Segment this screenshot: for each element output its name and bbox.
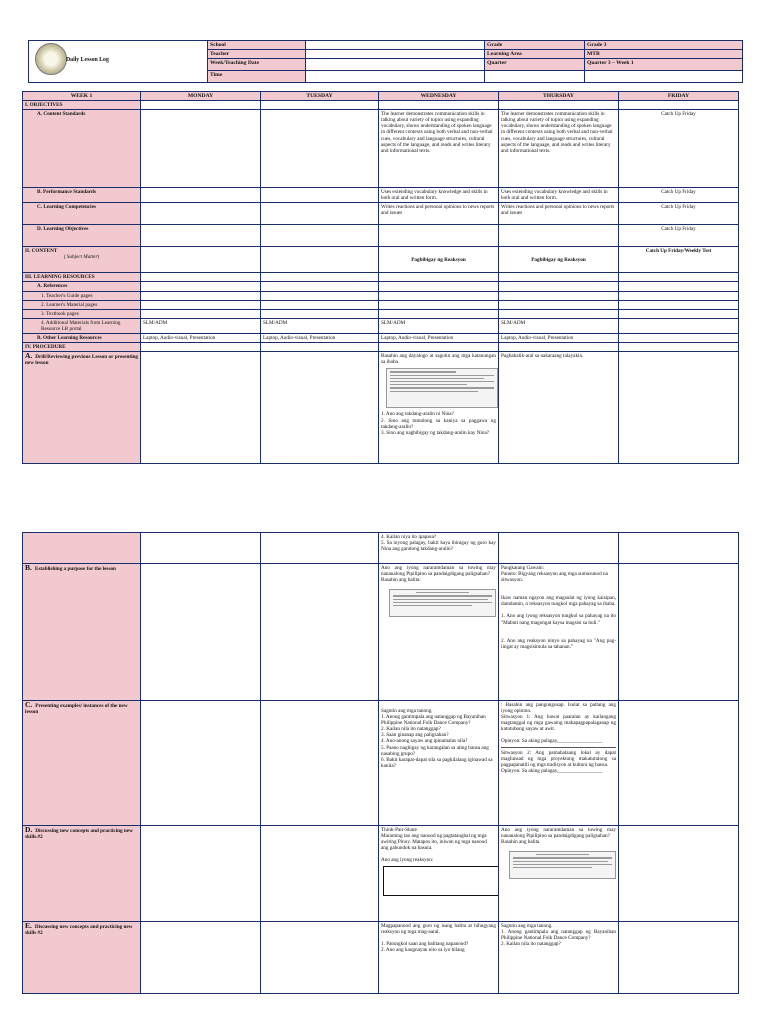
fri-catch-up: Catch Up Friday: [619, 188, 739, 203]
procedure-e-label: E. Discussing new concepts and practicing new skills #2: [23, 922, 141, 994]
content-standards-label: A. Content Standards: [23, 110, 141, 188]
monday-header: MONDAY: [141, 92, 261, 101]
wed-slm: SLM/ADM: [379, 318, 499, 333]
tuesday-header: TUESDAY: [261, 92, 379, 101]
thu-drill-cell: Pagbabalik-aral sa nakaraang talayakin.: [499, 352, 619, 464]
wed-drill-continued: 4. Kailan niya ito ipapasa? 5. Sa inyong palagay, bakit kaya ibinigay ng guro kay Nina ang ganitong takdang-aralin?: [379, 533, 499, 564]
fri-catch-up: Catch Up Friday: [619, 225, 739, 247]
school-value[interactable]: [306, 41, 485, 50]
lesson-log-table-page2: [22, 532, 739, 994]
thu-purpose-cell: Pangkatang Gawain: Panuto: Bigyang reksasyon ang mga sumusunod na sitwasyon. Ikaw naman ngayon ang magsulat ng iyong kaisipan, damdamin, o reksasyon tungkol mga pahayag sa ibaba. 1. Ano ang iyong reksasyon tungkol sa pahayag na ito "Mabuti nang magongat kaysa magsisi sa huli." 2. Ano ang reaksyon ninyo sa pahayag na "Ang pag-iingat ay magsisimula sa tahanan.": [499, 564, 619, 701]
dialogue-image: [386, 368, 498, 408]
tg-pages-label: 1. Teacher's Guide pages: [23, 291, 141, 300]
tue-other: Laptop, Audio-visual, Presentation: [261, 334, 379, 343]
learning-area-value: MTB: [585, 50, 743, 59]
wed-content-standards: The learner demonstrates communication skills in talking about variety of topics using expanding vocabulary, shows understanding of spoken language in different contexts using both verbal and non-verbal cues, vocabulary and language structures, cultural aspects of the language, and reads and writes literary and informational texts.: [379, 110, 499, 188]
wed-purpose-cell: Ano ang iyong nararamdaman sa tuwing may nananalong Pipilipino sa pandaigdigang paligsahan? Basahin ang balita:: [379, 564, 499, 701]
wed-discussing2-cell: Magpapanood ang guro ng isang balita at hihngyang reaksyon ng mga mag-aaral. 1. Patungkol saan ang balitang napanood? 2. Ano ang kaugnayan nito sa iyo bilang: [379, 922, 499, 994]
friday-header: FRIDAY: [619, 92, 739, 101]
wed-learning-competencies: Writes reactions and personal opinions to news reports and issues: [379, 203, 499, 225]
tuesday-cell[interactable]: [261, 110, 379, 188]
additional-materials-label: 4. Additional Materials from Learning Resource LR portal: [23, 318, 141, 333]
wed-examples-cell: Sagutin ang mga tanong. 1. Anong gantimpala ang natanggap ng Bayanihan Philippine National Folk Dance Company? 2. Kailan nila ito natanggap? 3. Saan ginanap ang paligsahan? 4. Ano-anong sayaw ang ipinamalas nila? 5. Paano naghigay ng karangalan sa ating bansa ang nasabing grupo? 6. Bakit karapat-dapat sila sa pagkilalang iginawad sa kanila?: [379, 701, 499, 826]
tue-slm: SLM/ADM: [261, 318, 379, 333]
mon-other: Laptop, Audio-visual, Presentation: [141, 334, 261, 343]
procedure-b-label: B. Establishing a purpose for the lesson: [23, 564, 141, 701]
monday-cell[interactable]: [141, 110, 261, 188]
school-label: School: [208, 41, 306, 50]
performance-standards-label: B. Performance Standards: [23, 188, 141, 203]
document-title: Daily Lesson Log: [66, 57, 109, 63]
other-resources-label: B. Other Learning Resources: [23, 334, 141, 343]
fri-catch-up: Catch Up Friday: [619, 110, 739, 188]
wed-other: Laptop, Audio-visual, Presentation: [379, 334, 499, 343]
thu-learning-competencies: Writes reactions and personal opinions to news reports and issues: [499, 203, 619, 225]
fri-content: Catch Up Friday/Weekly Test: [619, 247, 739, 273]
thu-performance-standards: Uses extending vocabulary knowledge and skills in both oral and written form.: [499, 188, 619, 203]
objectives-heading: I. OBJECTIVES: [23, 101, 141, 110]
content-subheading: ( Subject Matter): [63, 254, 100, 261]
lesson-log-table-page1: [22, 91, 739, 464]
thu-examples-cell: : Basahin ang pangungusap. Isulat sa patlang ang iyong opinion. Sitwasyon 1: Ang bawat paaralan ay kailangang magtanggal ng mga gawaing makapagpapalaganap ng katutubong sayaw at awit. Opinyon: Sa aking palagay,_________________ Sitwasyon 2: Ang pamahalaang lokal ay dapat maglunsad ng mga proyektong makatutulong sa pagpapanatili ng mga tradisyon at kultura ng bansa. Opinyon: Sa aking palagay,_________________: [499, 701, 619, 826]
procedure-heading: IV. PROCEDURE: [23, 343, 141, 352]
time-value[interactable]: [306, 71, 485, 83]
procedure-c-label: C. Presenting examples/ instances of the new lesson: [23, 701, 141, 826]
reaction-answer-box[interactable]: [383, 866, 499, 896]
grade-label: Grade: [485, 41, 585, 50]
thu-slm: SLM/ADM: [499, 318, 619, 333]
wed-performance-standards: Uses extending vocabulary knowledge and skills in both oral and written form.: [379, 188, 499, 203]
quarter-label: Quarter: [485, 59, 585, 71]
learning-objectives-label: D. Learning Objectives: [23, 225, 141, 247]
quarter-value: Quarter 3 – Week 1: [585, 59, 743, 71]
thursday-header: THURSDAY: [499, 92, 619, 101]
teacher-label: Teacher: [208, 50, 306, 59]
learning-area-label: Learning Area: [485, 50, 585, 59]
news-article-image: [389, 589, 496, 617]
thu-discussing-cell: Ano ang iyong nararamdaman sa tuwing may nananalong Pipilipino sa pandaigdigang paligsahan? Basahin ang balita: [499, 826, 619, 922]
thu-content-topic: Pagbibigay ng Reaksyon: [499, 247, 619, 273]
resources-heading: III. LEARNING RESOURCES: [23, 273, 141, 282]
references-label: A. References: [23, 282, 141, 291]
week-date-label: Week/Teaching Date: [208, 59, 306, 71]
grade-value: Grade 3: [585, 41, 743, 50]
blank-cell: [485, 71, 585, 83]
procedure-a-label: A. Drill/Reviewing previous Lesson or presenting new lesson: [23, 352, 141, 464]
wednesday-header: WEDNESDAY: [379, 92, 499, 101]
week-date-value[interactable]: [306, 59, 485, 71]
thu-content-standards: The learner demonstrates communication skills in talking about variety of topics using expanding vocabulary, shows understanding of spoken language in different contexts using both verbal and non-verbal cues, vocabulary and language structures, cultural aspects of the language, and reads and writes literary and informational texts.: [499, 110, 619, 188]
procedure-d-label: D. Discussing new concepts and practicing new skills.#2: [23, 826, 141, 922]
wed-discussing-cell: Think-Pair-Share Maraming tao ang nanood ng pagtatanghal ng mga awiting Pinoy. Matapos ito, iniwan ng mga nanood ang gabundok na basura. Ano ang iyong reaksyon:: [379, 826, 499, 922]
textbook-pages-label: 3. Textbook pages: [23, 309, 141, 318]
teacher-value[interactable]: [306, 50, 485, 59]
week-header: WEEK 1: [23, 92, 141, 101]
content-heading: II. CONTENT ( Subject Matter): [23, 247, 141, 273]
wed-content-topic: Pagbibigay ng Reaksyon: [379, 247, 499, 273]
thu-other: Laptop, Audio-visual, Presentation: [499, 334, 619, 343]
header-table: [28, 40, 743, 83]
fri-catch-up: Catch Up Friday: [619, 203, 739, 225]
blank-cell: [585, 71, 743, 83]
learning-competencies-label: C. Learning Competencies: [23, 203, 141, 225]
time-label: Time: [208, 71, 306, 83]
thu-discussing2-cell: Sagutin ang mga tanong. 1. Anong gantimpala ang natanggap ng Bayanihan Philippine National Folk Dance Company? 2. Kailan nila ito natanggap?: [499, 922, 619, 994]
mon-slm: SLM/ADM: [141, 318, 261, 333]
wed-drill-cell: Basahin ang dayalogo at sagutin ang mga katanungan sa ibaba. 1. Ano ang takdang-aralin ni Nina? 2. Sino ang tumulong sa kaniya sa paggawa ng takdang-aralin? 3. Sino ang nagbibigay ng takdang-aralin kay Nina?: [379, 352, 499, 464]
logo-cell: [29, 41, 208, 83]
lm-pages-label: 2. Learner's Material pages: [23, 300, 141, 309]
news-article-image: [509, 851, 616, 879]
